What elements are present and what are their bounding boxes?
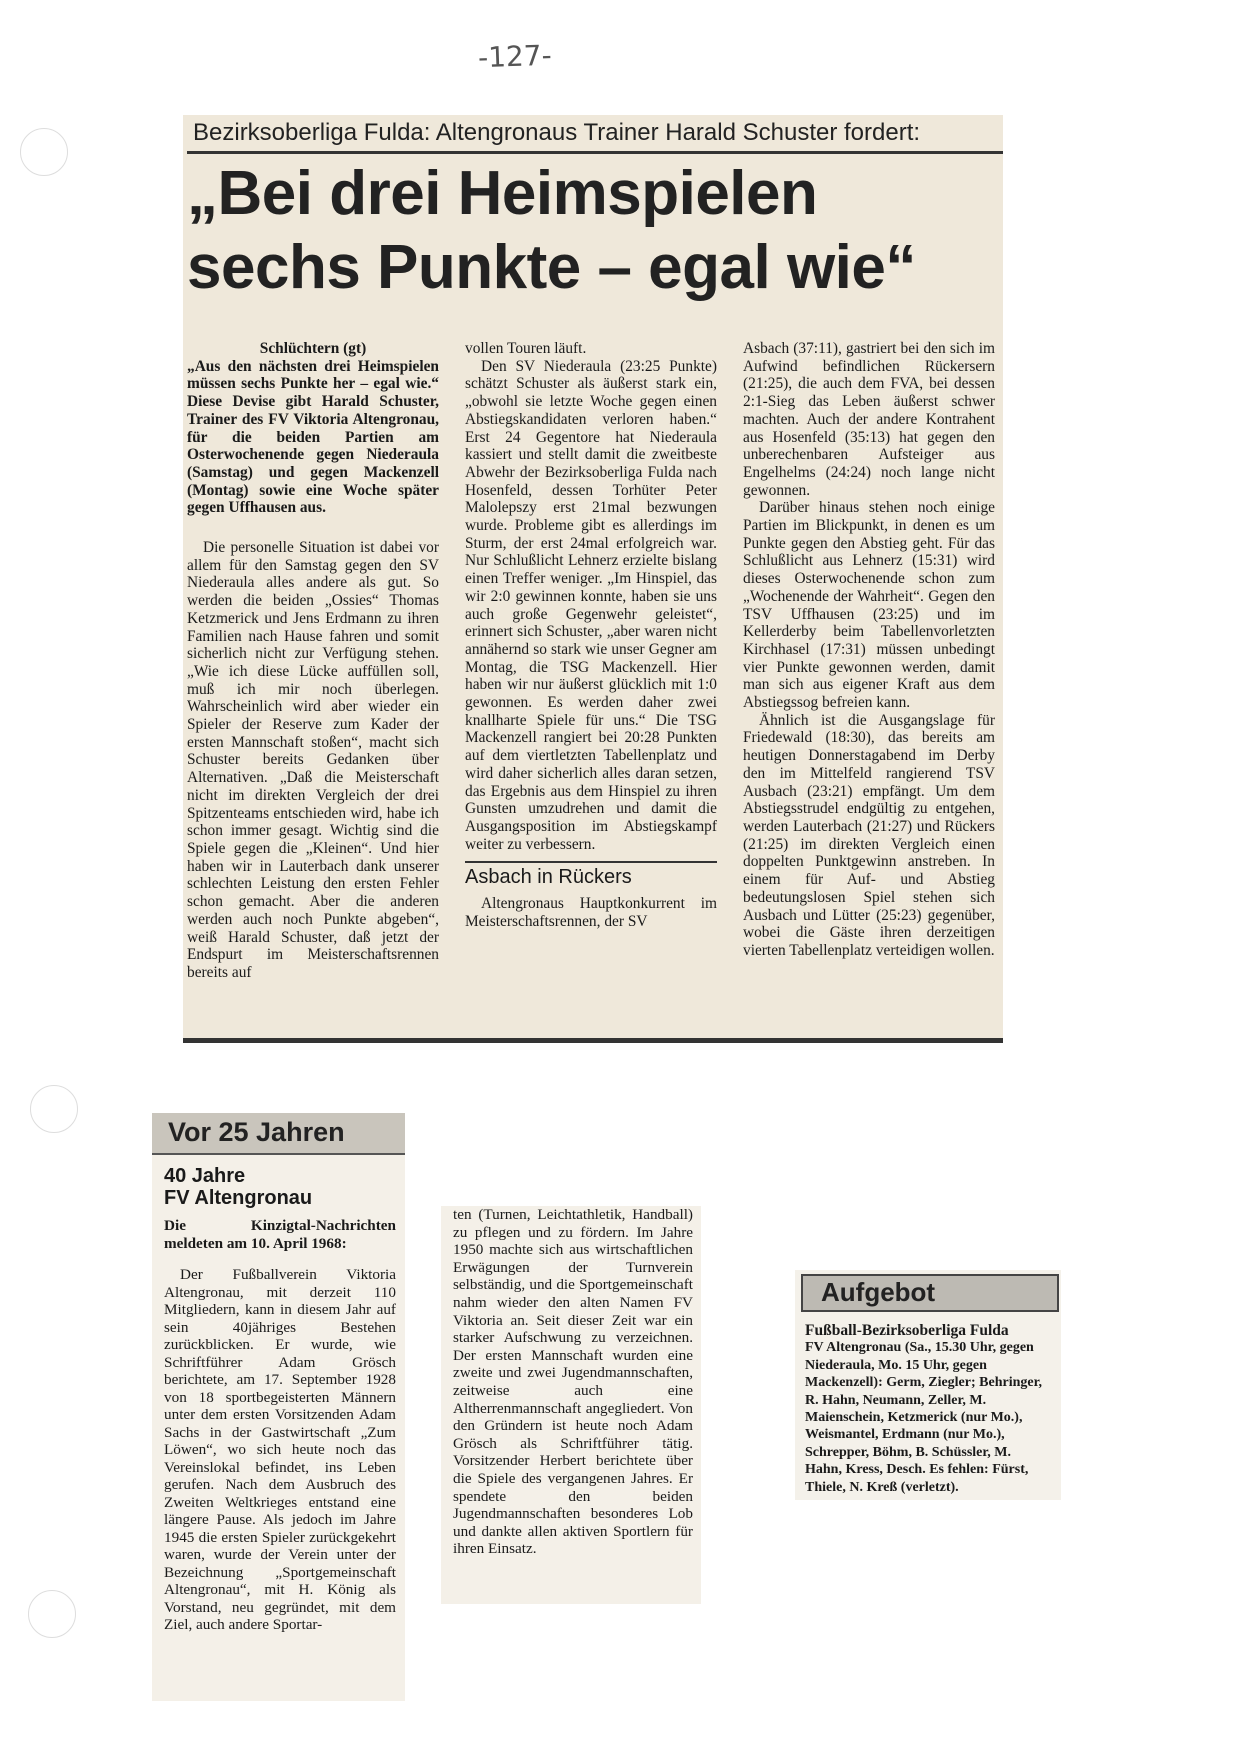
aufgebot-title: Fußball-Bezirksoberliga Fulda	[805, 1322, 1009, 1339]
subhead-rule	[465, 861, 717, 863]
vor-25-jahren-header-label: Vor 25 Jahren	[168, 1117, 345, 1147]
punch-hole-top	[20, 128, 68, 176]
article-paragraph: Asbach (37:11), gastriert bei den sich im Aufwind befindlichen Rückersern (21:25), die auch dem FVA, bei dessen 2:1-Sieg das Leben äußerst schwer machten. Auch der andere Kontrahent aus Hosenfeld (35:13) hat gegen den unberechenbaren Aufsteiger aus Engelhelms (24:24) noch lange nicht gewonnen.	[743, 340, 995, 499]
aufgebot-header	[801, 1274, 1059, 1312]
main-article-clipping	[183, 115, 1003, 1043]
vor-paragraph: Der Fußballverein Viktoria Altengronau, mit derzeit 110 Mitgliedern, kann in diesem Jahr auf sein 40jähriges Bestehen zurückblicken. Er wurde, wie Schriftführer Adam Grösch berichtete, am 17. September 1928 von 18 sportbegeisterten Männern unter dem ersten Vorsitzenden Adam Sachs in der Gastwirtschaft „Zum Löwen“, wo sich heute noch das Vereinslokal befindet, ins Leben gerufen. Nach dem Ausbruch des Zweiten Weltkrieges entstand eine längere Pause. Als jedoch im Jahre 1945 die ersten Spieler zurückgekehrt waren, wurde der Verein unter der Bezeichnung „Sportgemeinschaft Altengronau“, mit H. König als Vorstand, neu gegründet, mit dem Ziel, auch andere Sportar-	[164, 1266, 396, 1633]
article-paragraph: Die personelle Situation ist dabei vor allem für den Samstag gegen den SV Niederaula alles andere als gut. So werden die beiden „Ossies“ Thomas Ketzmerick und Jens Erdmann zu ihren Familien nach Hause fahren und somit sicherlich nicht zur Verfügung stehen. „Wie ich diese Lücke auffüllen soll, muß ich mir noch überlegen. Wahrscheinlich wird aber wieder ein Spieler der Reserve zum Kader der ersten Mannschaft stoßen“, macht sich Schuster bereits Gedanken über Alternativen. „Daß die Meisterschaft nicht im direkten Vergleich der drei Spitzenteams entschieden wird, habe ich schon immer gesagt. Wichtig sind die Spiele gegen die „Kleinen“. Und hier haben wir in Lauterbach dank unserer schlechten Leistung den ersten Fehler schon gemacht. Aber die anderen werden auch noch Punkte abgeben“, weiß Harald Schuster, daß jetzt der Endspurt im Meisterschaftsrennen bereits auf	[187, 539, 439, 981]
aufgebot-lineup: FV Altengronau (Sa., 15.30 Uhr, gegen Niederaula, Mo. 15 Uhr, gegen Mackenzell): Germ, Ziegler; Behringer, R. Hahn, Neumann, Zeller, M. Maienschein, Ketzmerick (nur Mo.), Weismantel, Erdmann (nur Mo.), Schrepper, Böhm, B. Schüssler, M. Hahn, Kress, Desch. Es fehlen: Fürst, Thiele, N. Kreß (verletzt).	[805, 1340, 1043, 1495]
article-dateline: Schlüchtern (gt)	[259, 340, 367, 357]
article-paragraph: Altengronaus Hauptkonkurrent im Meisterschaftsrennen, der SV	[465, 895, 717, 930]
page-number: -127-	[477, 38, 553, 75]
aufgebot-clipping	[795, 1270, 1061, 1500]
article-kicker: Bezirksoberliga Fulda: Altengronaus Trainer Harald Schuster fordert:	[193, 119, 921, 146]
vor-25-jahren-header	[152, 1113, 405, 1155]
vor-title-line-2: FV Altengronau	[164, 1187, 313, 1209]
kicker-rule	[187, 151, 1003, 154]
vor-intro: Die Kinzigtal-Nachrichten meldeten am 10. April 1968:	[164, 1217, 396, 1252]
article-column-2	[465, 340, 717, 931]
article-subhead: Asbach in Rückers	[465, 866, 632, 889]
article-bottom-rule	[183, 1038, 1003, 1043]
punch-hole-middle	[30, 1085, 78, 1133]
aufgebot-header-label: Aufgebot	[821, 1277, 936, 1307]
vor-title-line-1: 40 Jahre	[164, 1165, 246, 1187]
article-lead: „Aus den nächsten drei Heimspielen müssen sechs Punkte her – egal wie.“ Diese Devise gibt Harald Schuster, Trainer des FV Viktoria Altengronau, für die beiden Partien am Osterwochenende gegen Niederaula (Samstag) und gegen Mackenzell (Montag) sowie eine Woche später gegen Uffhausen aus.	[187, 357, 439, 517]
aufgebot-body	[805, 1322, 1051, 1496]
article-paragraph: Ähnlich ist die Ausgangslage für Friedewald (18:30), das bereits am heutigen Donnerstagabend im Derby den im Mittelfeld rangierend TSV Ausbach (23:21) empfängt. Um dem Abstiegsstrudel endgültig zu entgehen, werden Lauterbach (21:27) und Rückers (21:25) im direkten Vergleich einen doppelten Punktgewinn anstreben. In einem für Auf- und Abstieg bedeutungslosen Spiel stehen sich Ausbach und Lütter (25:23) gegenüber, wobei die Gäste ihren derzeitigen vierten Tabellenplatz verteidigen wollen.	[743, 711, 995, 959]
headline-line-1: „Bei drei Heimspielen	[187, 159, 818, 228]
continuation-body	[453, 1206, 693, 1558]
vor-25-jahren-body	[164, 1165, 396, 1634]
article-paragraph: Den SV Niederaula (23:25 Punkte) schätzt Schuster als äußerst stark ein, „obwohl sie letzte Woche gegen einen Abstiegskandidaten verloren haben.“ Erst 24 Gegentore hat Niederaula kassiert und stellt damit die zweitbeste Abwehr der Bezirksoberliga Fulda nach Hosenfeld, dessen Torhüter Peter Malolepszy erst 21mal bezwungen wurde. Probleme gibt es allerdings im Sturm, der erst 24mal erfolgreich war. Nur Schlußlicht Lehnerz erzielte bislang einen Treffer weniger. „Im Hinspiel, das wir 2:0 gewinnen konnte, haben sie uns auch große Gegenwehr geleistet“, erinnert sich Schuster, „aber waren nicht annähernd so stark wie unser Gegner am Montag, die TSG Mackenzell. Hier haben wir nur äußerst glücklich mit 1:0 gewonnen. Es werden daher zwei knallharte Spiele für uns.“ Die TSG Mackenzell rangiert bei 20:28 Punkten auf dem viertletzten Tabellenplatz und wird daher sicherlich alles daran setzen, das Ergebnis aus dem Hinspiel zu ihren Gunsten umzudrehen und damit die Ausgangsposition im Abstiegskampf weiter zu verbessern.	[465, 357, 717, 853]
continuation-paragraph: ten (Turnen, Leichtathletik, Handball) zu pflegen und zu fördern. Im Jahre 1950 machte sich aus wirtschaftlichen Erwägungen der Turnverein selbständig, und die Sportgemeinschaft nahm wieder den alten Namen FV Viktoria an. Seit dieser Zeit war ein starker Aufschwung zu verzeichnen. Der ersten Mannschaft wurden eine zweite und zwei Jugendmannschaften, zeitweise auch eine Altherrenmannschaft angegliedert. Von den Gründern ist heute noch Adam Grösch als Schriftführer tätig. Vorsitzender Herbert berichtete über die Spiele des vergangenen Jahres. Er spendete den beiden Jugendmannschaften besonderes Lob und dankte allen aktiven Sportlern für ihren Einsatz.	[453, 1206, 693, 1558]
vor-25-jahren-continuation	[441, 1206, 701, 1604]
vor-25-jahren-clipping	[152, 1113, 405, 1701]
article-column-3	[743, 340, 995, 960]
article-paragraph: Darüber hinaus stehen noch einige Partien im Blickpunkt, in denen es um Punkte gegen den Abstieg geht. Für das Schlußlicht aus Lehnerz (15:31) wird dieses Osterwochenende schon zum „Wochenende der Wahrheit“. Gegen den TSV Uffhausen (23:25) und im Kellerderby beim Tabellenvorletzten Kirchhasel (17:31) müssen unbedingt vier Punkte gewonnen werden, damit man sich aus eigener Kraft aus dem Abstiegssog befreien kann.	[743, 499, 995, 712]
punch-hole-bottom	[28, 1590, 76, 1638]
vor-25-jahren-title	[164, 1165, 396, 1209]
article-column-1	[187, 340, 439, 982]
headline-line-2: sechs Punkte – egal wie“	[187, 233, 916, 302]
article-paragraph: vollen Touren läuft.	[465, 340, 587, 357]
article-headline	[187, 157, 916, 305]
